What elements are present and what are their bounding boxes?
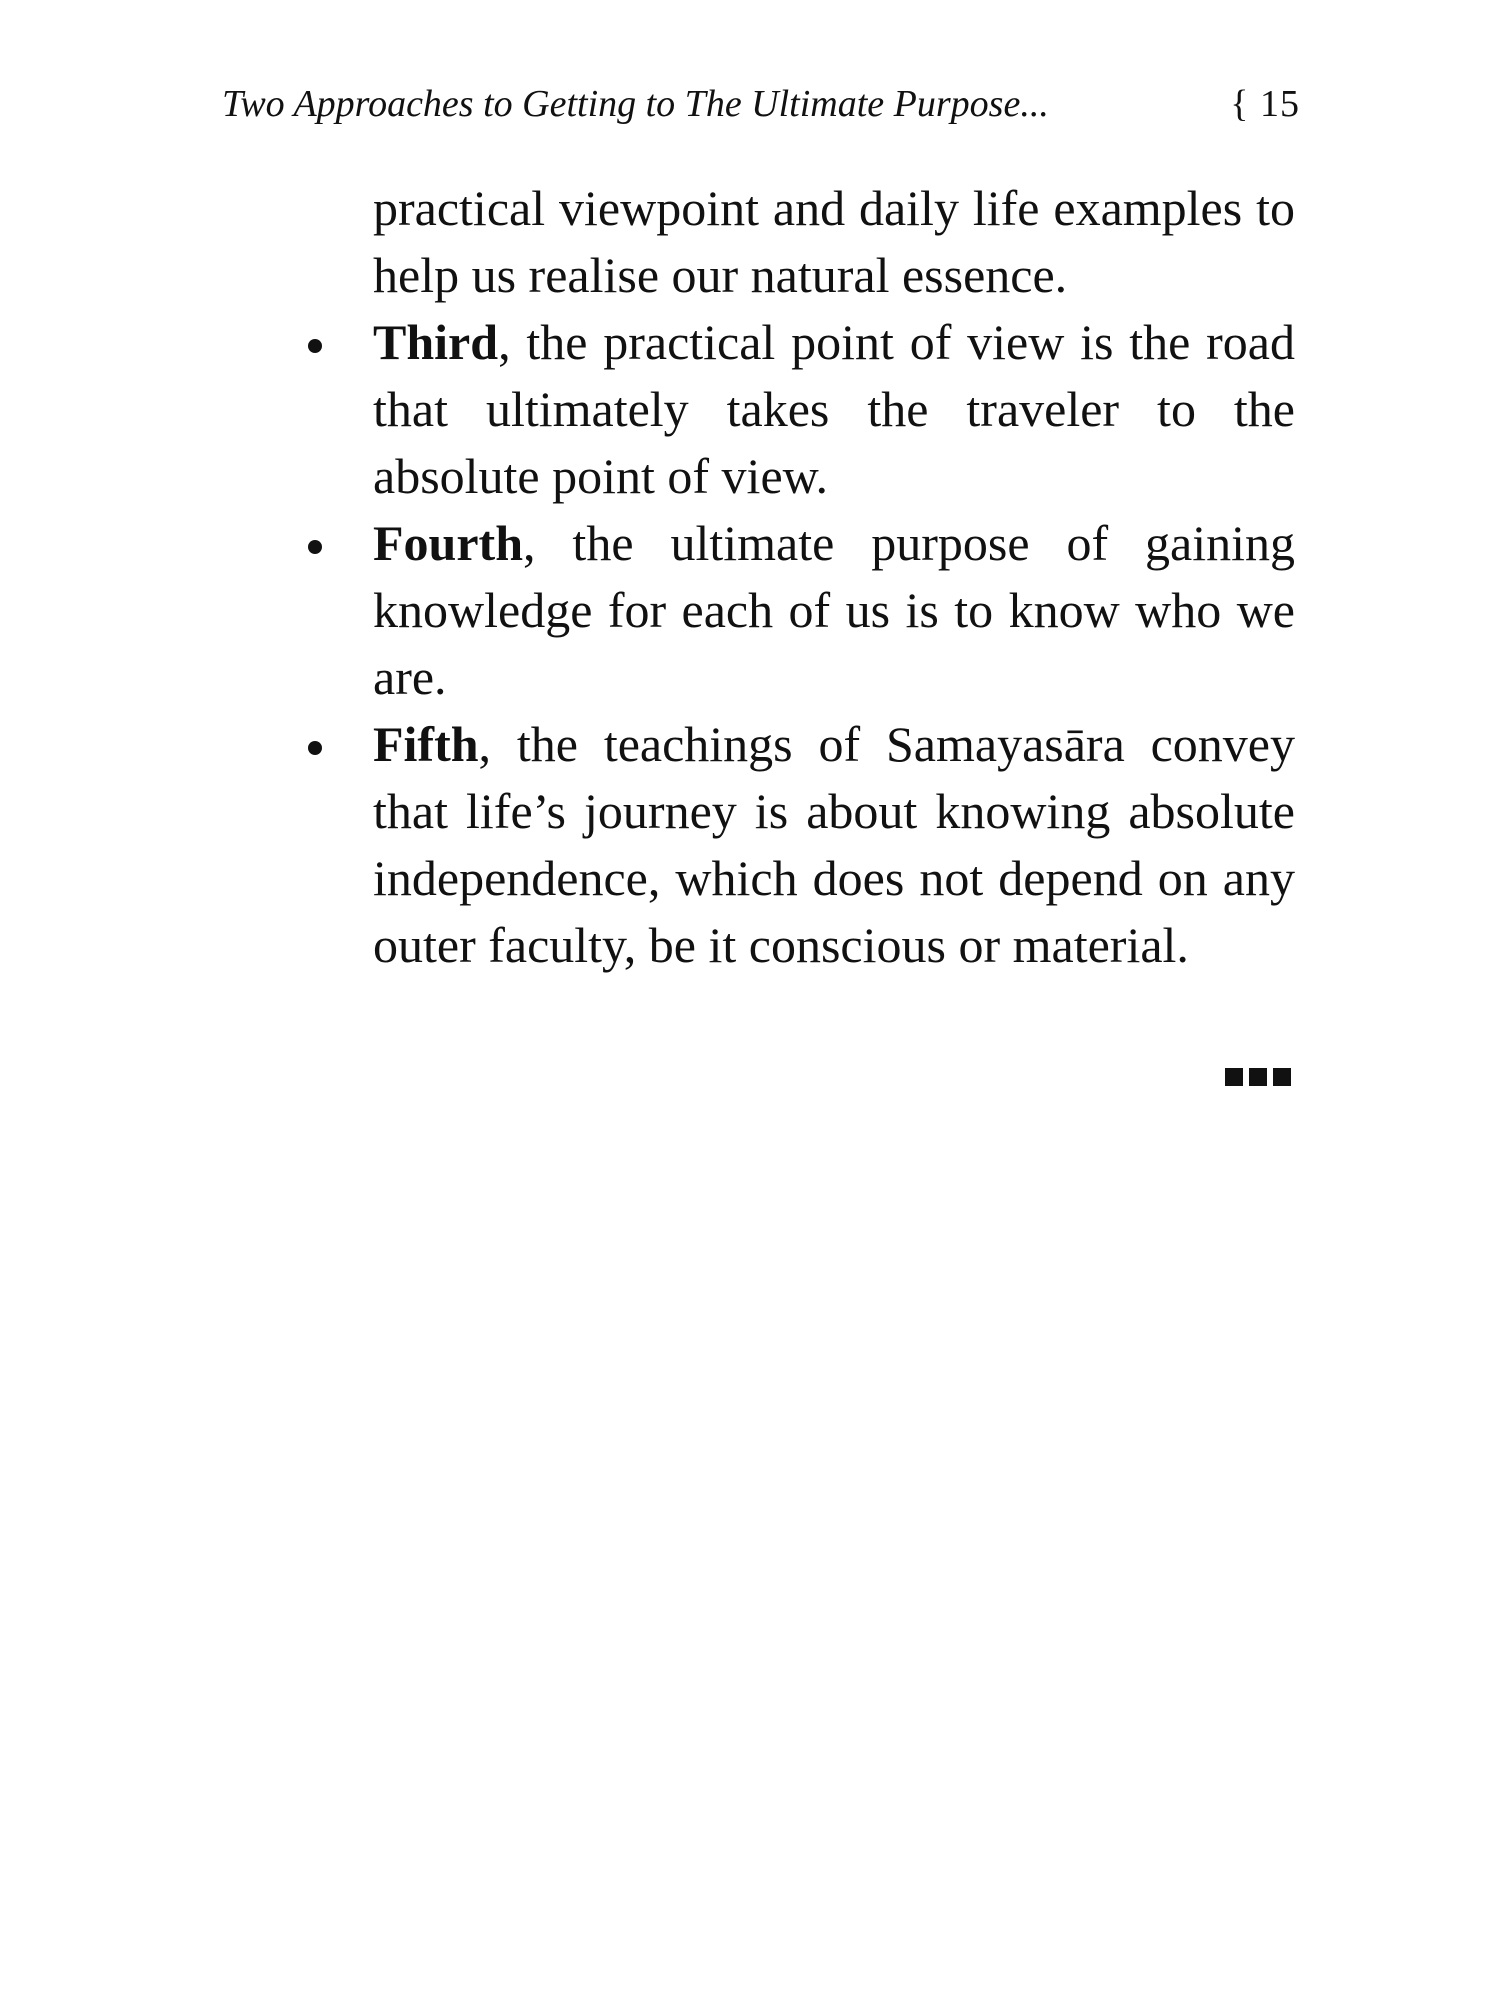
bullet-dot-icon [308, 741, 322, 755]
bullet-text: , the practical point of view is the road that ultimately takes the traveler to the absolute point of view. [373, 314, 1295, 504]
bullet-text: , the teachings of Samayasāra convey that life’s journey is about knowing absolute independence, which does not depend on any outer faculty, be it conscious or material. [373, 716, 1295, 973]
bullet-item-fifth [300, 711, 1295, 979]
section-end-marker-icon [1225, 1068, 1291, 1086]
bullet-lead-word: Fifth [373, 716, 479, 772]
bullet-dot-icon [308, 339, 322, 353]
bullet-dot-icon [308, 540, 322, 554]
bullet-list [300, 309, 1295, 979]
bullet-item-third [300, 309, 1295, 510]
bullet-lead-word: Fourth [373, 515, 523, 571]
bullet-item-fourth [300, 510, 1295, 711]
bullet-lead-word: Third [373, 314, 499, 370]
continuation-paragraph: practical viewpoint and daily life examples to help us realise our natural essence. [373, 180, 1295, 303]
end-square-icon [1249, 1068, 1267, 1086]
end-square-icon [1273, 1068, 1291, 1086]
end-square-icon [1225, 1068, 1243, 1086]
running-title: Two Approaches to Getting to The Ultimate Purpose... [222, 83, 1049, 125]
bullet-text: , the ultimate purpose of gaining knowledge for each of us is to know who we are. [373, 515, 1295, 705]
page-number: { 15 [1230, 83, 1300, 125]
body-text [300, 175, 1295, 979]
running-header [222, 74, 1300, 134]
